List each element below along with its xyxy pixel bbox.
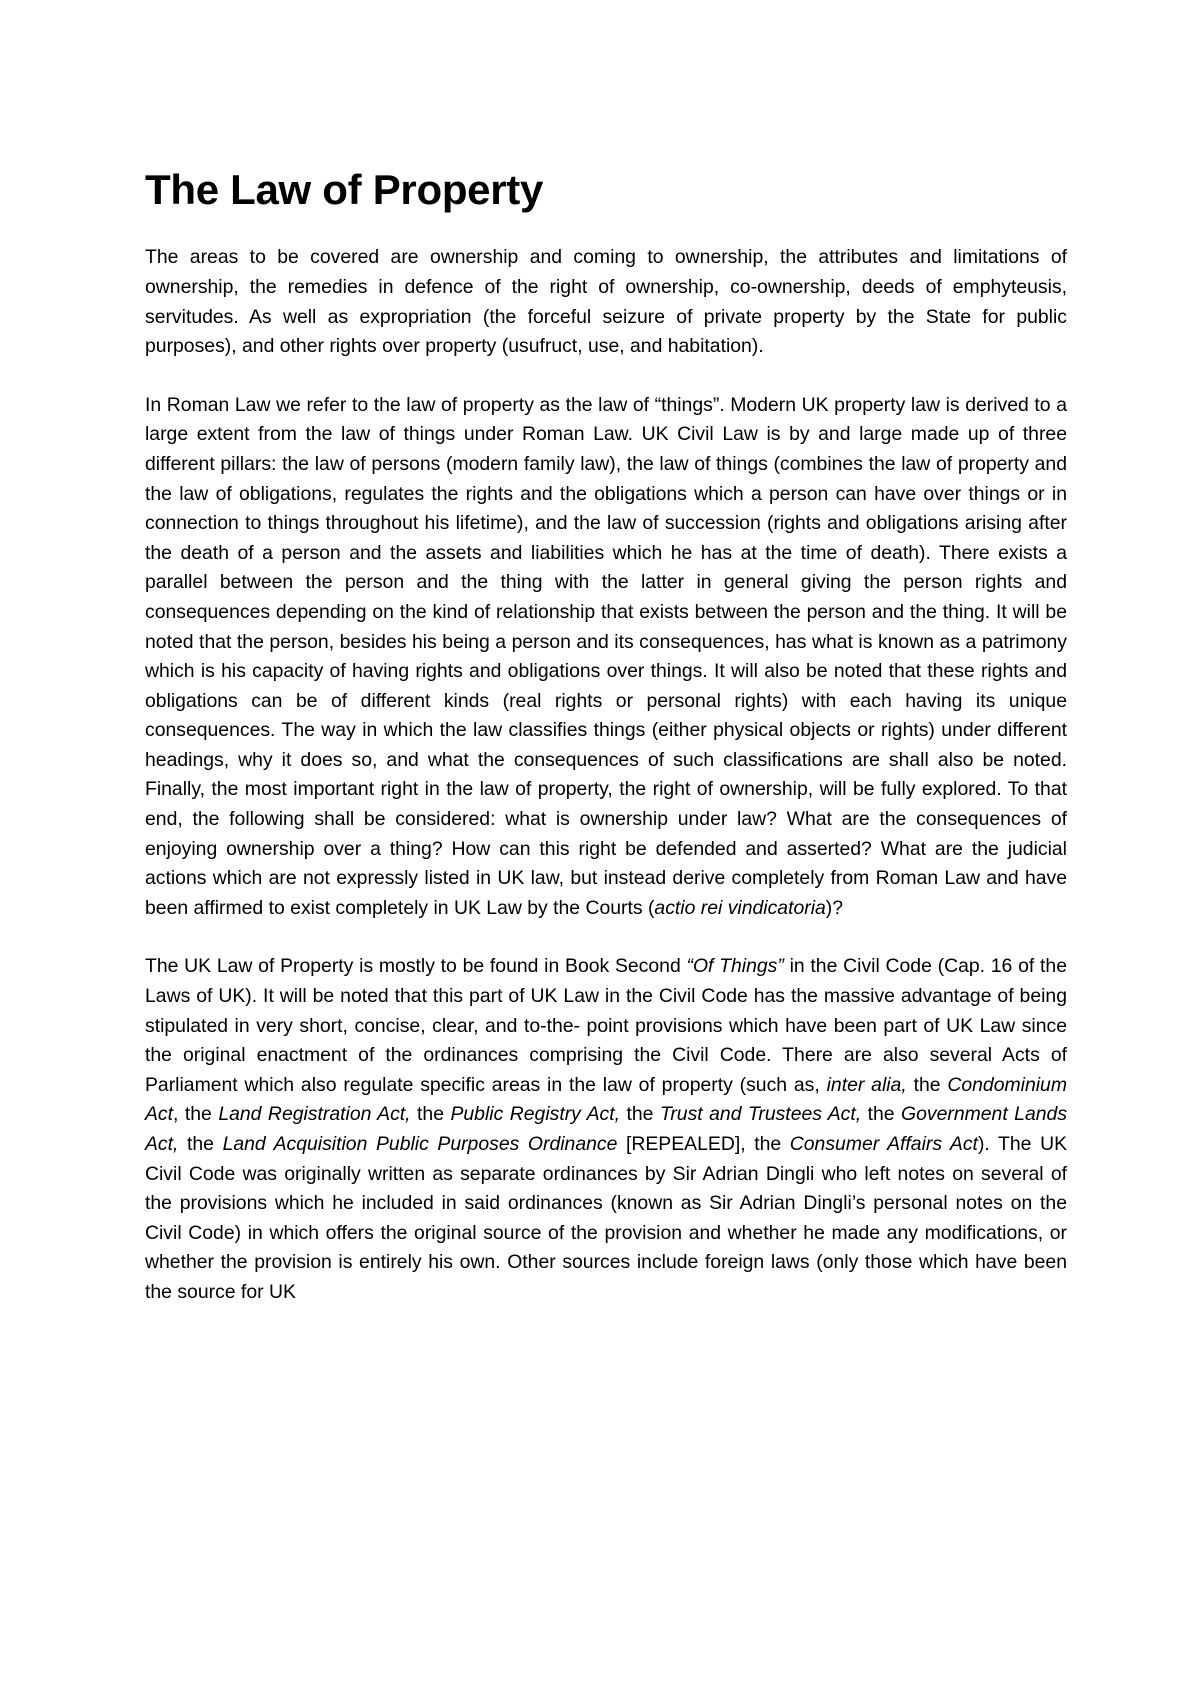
uk-law-italic-1: “Of Things” xyxy=(686,955,784,978)
uk-law-text-3: the xyxy=(906,1073,948,1096)
uk-law-text-5: the xyxy=(410,1103,451,1126)
uk-law-text-10: ). The UK Civil Code was originally written as separate ordinances by Sir Adrian Dingli who left notes on several of the provisions which he included in said ordinances (known as Sir Adrian Dingli’s personal notes on the Civil Code) in which offers the original source of the provision and whether he made any modifications, or whether the provision is entirely his own. Other sources include foreign laws (only those which have been the source for UK xyxy=(145,1133,1068,1303)
uk-law-italic-9: Consumer Affairs Act xyxy=(789,1133,978,1156)
uk-law-text-4: , the xyxy=(173,1103,219,1126)
uk-law-italic-8: Land Acquisition Public Purposes Ordinance xyxy=(222,1133,618,1156)
paragraph-roman-law-text: In Roman Law we refer to the law of property as the law of “things”. Modern UK property law is derived to a large extent from the law of things under Roman Law. UK Civil Law is by and large made up of three different pillars: the law of persons (modern family law), the law of things (combines the law of property and the law of obligations, regulates the rights and the obligations which a person can have over things or in connection to things throughout his lifetime), and the law of succession (rights and obligations arising after the death of a person and the assets and liabilities which he has at the time of death). There exists a parallel between the person and the thing with the latter in general giving the person rights and consequences depending on the kind of relationship that exists between the person and the thing. It will be noted that the person, besides his being a person and its consequences, has what is known as a patrimony which is his capacity of having rights and obligations over things. It will also be noted that these rights and obligations can be of different kinds (real rights or personal rights) with each having its unique consequences. The way in which the law classifies things (either physical objects or rights) under different headings, why it does so, and what the consequences of such classifications are shall also be noted. Finally, the most important right in the law of property, the right of ownership, will be fully explored. To that end, the following shall be considered: what is ownership under law? What are the consequences of enjoying ownership over a thing? How can this right be defended and asserted? What are the judicial actions which are not expressly listed in UK law, but instead derive completely from Roman Law and have been affirmed to exist completely in UK Law by the Courts ( xyxy=(145,393,1067,919)
uk-law-text-2: in the Civil Code (Cap. 16 of the Laws of UK). It will be noted that this part of UK Law in the Civil Code has the massive advantage of being stipulated in very short, concise, clear, and to-the- point provisions which have been part of UK Law since the original enactment of the ordinances comprising the Civil Code. There are also several Acts of Parliament which also regulate specific areas in the law of property (such as, xyxy=(145,955,1067,1096)
uk-law-text-1: The UK Law of Property is mostly to be found in Book Second xyxy=(145,955,687,978)
page-title: The Law of Property xyxy=(145,166,544,213)
uk-law-italic-5: Public Registry Act, xyxy=(450,1103,621,1126)
uk-law-italic-7: Government Lands Act, xyxy=(145,1103,1068,1156)
paragraph-uk-law xyxy=(145,952,1067,1307)
paragraph-intro: The areas to be covered are ownership and coming to ownership, the attributes and limitations of ownership, the remedies in defence of the right of ownership, co-ownership, deeds of emphyteusis, servitudes. As well as expropriation (the forceful seizure of private property by the State for public purposes), and other rights over property (usufruct, use, and habitation). xyxy=(145,246,1067,358)
uk-law-text-9: [REPEALED], the xyxy=(617,1133,790,1156)
uk-law-italic-2: inter alia, xyxy=(826,1073,907,1096)
uk-law-text-6: the xyxy=(620,1103,660,1126)
uk-law-italic-3: Condominium Act xyxy=(145,1073,1067,1126)
uk-law-text-7: the xyxy=(861,1103,902,1126)
paragraph-roman-law xyxy=(145,391,1067,924)
uk-law-italic-4: Land Registration Act, xyxy=(218,1103,411,1126)
document-page xyxy=(145,165,1067,1337)
uk-law-text-8: the xyxy=(178,1133,223,1156)
paragraph-roman-law-italic: actio rei vindicatoria xyxy=(654,896,826,919)
paragraph-roman-law-end: )? xyxy=(825,896,844,919)
uk-law-italic-6: Trust and Trustees Act, xyxy=(659,1103,862,1126)
